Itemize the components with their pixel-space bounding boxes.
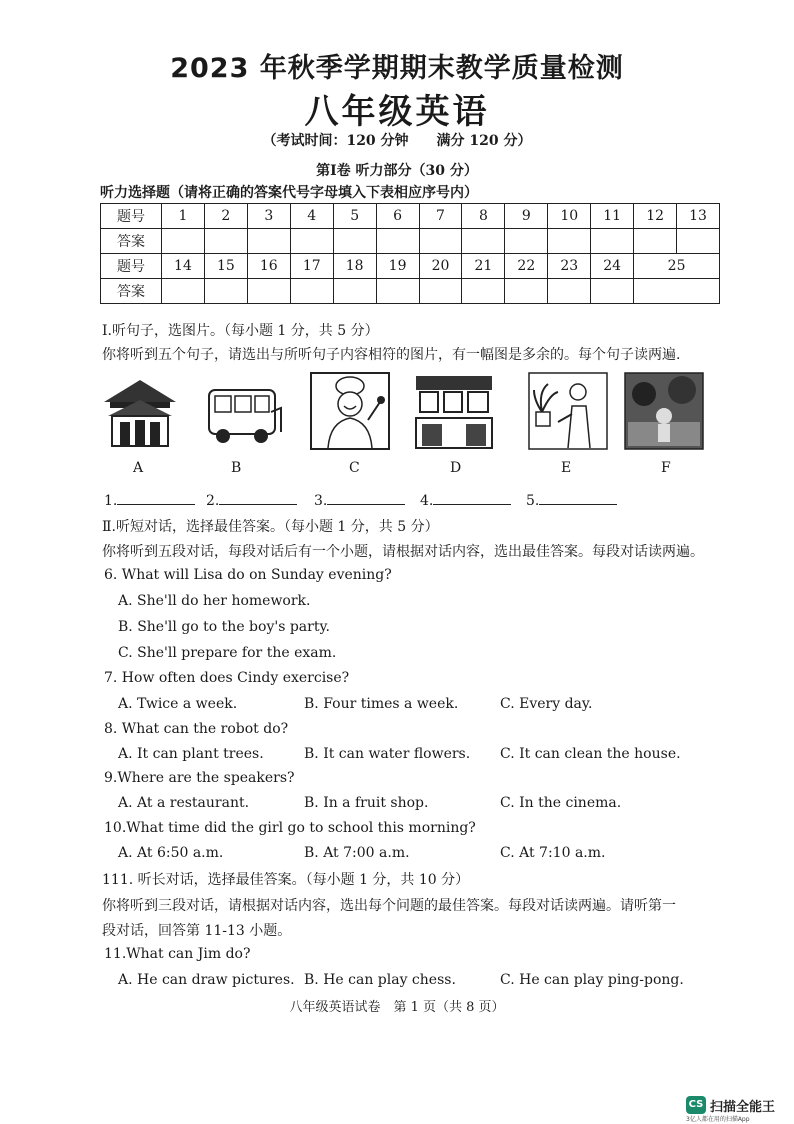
table-instruction: 听力选择题（请将正确的答案代号字母填入下表相应序号内） [100, 185, 478, 201]
part2-heading: Ⅱ.听短对话，选择最佳答案。（每小题 1 分，共 5 分） [102, 519, 439, 535]
answer-cell[interactable] [419, 229, 462, 254]
bus-icon [205, 372, 285, 450]
picture-label-a: A [133, 460, 144, 476]
option-7c[interactable]: C. Every day. [500, 696, 593, 712]
part3-heading: 111. 听长对话，选择最佳答案。（每小题 1 分，共 10 分） [102, 872, 470, 888]
number-label: 题号 [101, 204, 162, 229]
number-cell: 9 [505, 204, 548, 229]
number-cell: 21 [462, 254, 505, 279]
part3-instruction-1: 你将听到三段对话，请根据对话内容，选出每个问题的最佳答案。每段对话读两遍。请听第一 [102, 898, 676, 914]
option-9c[interactable]: C. In the cinema. [500, 795, 622, 811]
answer-cell[interactable] [162, 229, 205, 254]
answer-cell[interactable] [247, 229, 290, 254]
answer-cell[interactable] [505, 229, 548, 254]
number-cell: 6 [376, 204, 419, 229]
number-cell: 5 [333, 204, 376, 229]
option-8c[interactable]: C. It can clean the house. [500, 746, 681, 762]
number-cell: 2 [204, 204, 247, 229]
number-cell: 11 [591, 204, 634, 229]
part-heading: 第Ⅰ卷 听力部分（30 分） [316, 163, 478, 179]
chef-icon [310, 372, 390, 450]
outdoor-scene-icon [624, 372, 704, 450]
page-footer: 八年级英语试卷 第 1 页（共 8 页） [289, 1000, 505, 1015]
number-cell: 3 [247, 204, 290, 229]
exam-info: （考试时间：120 分钟 满分 120 分） [262, 133, 532, 149]
gate-building-icon [100, 372, 180, 450]
question-10: 10.What time did the girl go to school this morning? [104, 820, 476, 836]
answer-table [100, 203, 720, 304]
answer-blank[interactable]: 5. [526, 490, 617, 509]
answer-cell[interactable] [290, 279, 333, 304]
table-row [101, 204, 720, 229]
answer-cell[interactable] [204, 229, 247, 254]
number-cell: 23 [548, 254, 591, 279]
question-6: 6. What will Lisa do on Sunday evening? [104, 567, 392, 583]
number-cell: 22 [505, 254, 548, 279]
number-cell: 15 [204, 254, 247, 279]
answer-cell[interactable] [333, 279, 376, 304]
answer-cell[interactable] [204, 279, 247, 304]
picture-label-c: C [349, 460, 360, 476]
number-cell: 16 [247, 254, 290, 279]
number-cell: 4 [290, 204, 333, 229]
picture-label-e: E [561, 460, 572, 476]
kitchen-icon [414, 372, 494, 450]
part2-instruction: 你将听到五段对话，每段对话后有一个小题，请根据对话内容，选出最佳答案。每段对话读两遍。 [102, 544, 704, 560]
number-cell: 13 [677, 204, 720, 229]
option-9a[interactable]: A. At a restaurant. [118, 795, 250, 811]
number-cell: 18 [333, 254, 376, 279]
option-10c[interactable]: C. At 7:10 a.m. [500, 845, 606, 861]
question-9: 9.Where are the speakers? [104, 770, 295, 786]
exam-subject: 八年级英语 [304, 92, 490, 132]
part1-instruction: 你将听到五个句子，请选出与所听句子内容相符的图片，有一幅图是多余的。每个句子读两遍. [102, 347, 681, 363]
option-10b[interactable]: B. At 7:00 a.m. [304, 845, 410, 861]
option-11b[interactable]: B. He can play chess. [304, 972, 456, 988]
option-6c[interactable]: C. She'll prepare for the exam. [118, 645, 337, 661]
part3-instruction-2: 段对话，回答第 11-13 小题。 [102, 923, 292, 939]
picture-label-d: D [450, 460, 462, 476]
answer-label: 答案 [101, 229, 162, 254]
answer-cell[interactable] [376, 279, 419, 304]
option-7b[interactable]: B. Four times a week. [304, 696, 459, 712]
question-7: 7. How often does Cindy exercise? [104, 670, 350, 686]
answer-blank[interactable]: 4. [420, 490, 511, 509]
answer-cell[interactable] [591, 279, 634, 304]
table-row [101, 254, 720, 279]
number-cell: 25 [634, 254, 720, 279]
answer-cell[interactable] [419, 279, 462, 304]
option-10a[interactable]: A. At 6:50 a.m. [118, 845, 224, 861]
answer-cell[interactable] [591, 229, 634, 254]
answer-cell[interactable] [462, 229, 505, 254]
number-cell: 17 [290, 254, 333, 279]
question-8: 8. What can the robot do? [104, 721, 289, 737]
number-cell: 7 [419, 204, 462, 229]
picture-label-b: B [231, 460, 242, 476]
answer-cell[interactable] [376, 229, 419, 254]
watermark-name: 扫描全能王 [710, 1100, 776, 1115]
option-9b[interactable]: B. In a fruit shop. [304, 795, 429, 811]
number-cell: 10 [548, 204, 591, 229]
camscanner-logo-icon: CS [686, 1096, 706, 1114]
answer-cell[interactable] [677, 229, 720, 254]
answer-cell[interactable] [333, 229, 376, 254]
number-cell: 19 [376, 254, 419, 279]
table-row [101, 229, 720, 254]
answer-blank[interactable]: 3. [314, 490, 405, 509]
option-6a[interactable]: A. She'll do her homework. [118, 593, 311, 609]
answer-blank[interactable]: 1. [104, 490, 195, 509]
answer-cell[interactable] [162, 279, 205, 304]
option-8b[interactable]: B. It can water flowers. [304, 746, 471, 762]
answer-cell[interactable] [634, 279, 720, 304]
answer-cell[interactable] [247, 279, 290, 304]
watermark-sub: 3亿人都在用的扫描App [686, 1116, 750, 1123]
answer-cell[interactable] [505, 279, 548, 304]
answer-cell[interactable] [634, 229, 677, 254]
answer-cell[interactable] [462, 279, 505, 304]
woman-watering-icon [528, 372, 608, 450]
question-11: 11.What can Jim do? [104, 946, 251, 962]
option-7a[interactable]: A. Twice a week. [118, 696, 238, 712]
answer-blank[interactable]: 2. [206, 490, 297, 509]
number-label: 题号 [101, 254, 162, 279]
number-cell: 12 [634, 204, 677, 229]
part1-heading: Ⅰ.听句子，选图片。（每小题 1 分，共 5 分） [102, 323, 379, 339]
exam-title: 2023 年秋季学期期末教学质量检测 [170, 53, 624, 84]
option-11a[interactable]: A. He can draw pictures. [118, 972, 295, 988]
number-cell: 24 [591, 254, 634, 279]
answer-cell[interactable] [548, 229, 591, 254]
answer-cell[interactable] [548, 279, 591, 304]
number-cell: 8 [462, 204, 505, 229]
answer-cell[interactable] [290, 229, 333, 254]
table-row [101, 279, 720, 304]
number-cell: 1 [162, 204, 205, 229]
option-6b[interactable]: B. She'll go to the boy's party. [118, 619, 330, 635]
option-11c[interactable]: C. He can play ping-pong. [500, 972, 684, 988]
number-cell: 14 [162, 254, 205, 279]
option-8a[interactable]: A. It can plant trees. [118, 746, 264, 762]
number-cell: 20 [419, 254, 462, 279]
picture-label-f: F [661, 460, 671, 476]
answer-label: 答案 [101, 279, 162, 304]
